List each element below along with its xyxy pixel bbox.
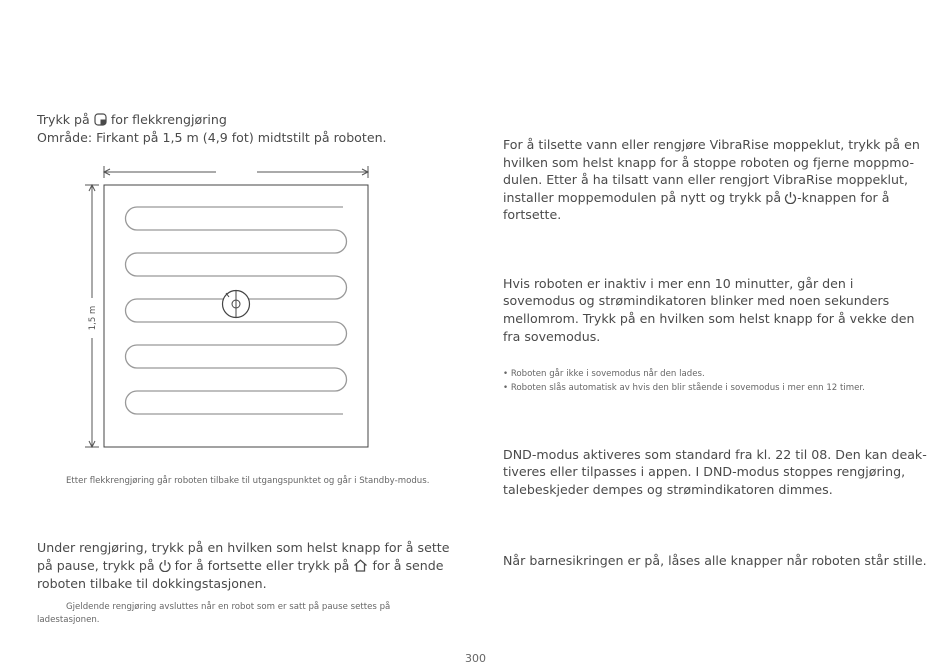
sleep-bullet-2: • Roboten slås automatisk av hvis den blir stående i sovemodus i mer enn 12 timer. [503, 383, 865, 393]
sleep-line-1: Hvis roboten er inaktiv i mer enn 10 minutter, går den i [503, 276, 854, 291]
side-length-label: 1,5 m [88, 305, 98, 331]
pause-text-a: på pause, trykk på [37, 558, 155, 573]
pause-line-1: Under rengjøring, trykk på en hvilken som helst knapp for å sette [37, 540, 450, 555]
pause-text-c: for å sende [372, 558, 444, 573]
child-lock-text: Når barnesikringen er på, låses alle knapper når roboten står stille. [503, 553, 927, 568]
spot-area-text: Område: Firkant på 1,5 m (4,9 fot) midtstilt på roboten. [37, 130, 387, 145]
mop-line-3: dulen. Etter å ha tilsatt vann eller rengjort VibraRise moppeklut, [503, 172, 908, 187]
diagram-caption: Etter flekkrengjøring går roboten tilbake til utgangspunktet og går i Standby-modus. [66, 476, 430, 486]
robot-icon [223, 291, 250, 318]
mop-line-5: fortsette. [503, 207, 562, 222]
mop-text-b: -knappen for å [797, 190, 890, 205]
dnd-line-2: tiveres eller tilpasses i appen. I DND-modus stoppes rengjøring, [503, 464, 906, 479]
sleep-line-2: sovemodus og strømindikatoren blinker med noen sekunders [503, 293, 890, 308]
home-icon [353, 559, 368, 572]
power-icon [784, 191, 797, 204]
sleep-bullet-1-text: Roboten går ikke i sovemodus når den lades. [510, 369, 705, 379]
pause-line-3: roboten tilbake til dokkingstasjonen. [37, 576, 267, 591]
power-icon [159, 559, 171, 572]
dnd-line-1: DND-modus aktiveres som standard fra kl. 22 til 08. Den kan deak- [503, 447, 927, 462]
mop-line-2: hvilken som helst knapp for å stoppe roboten og fjerne moppmo- [503, 155, 915, 170]
mop-line-1: For å tilsette vann eller rengjøre VibraRise moppeklut, trykk på en [503, 137, 920, 152]
mop-text-a: installer moppemodulen på nytt og trykk på [503, 190, 782, 205]
pause-text-b: for å fortsette eller trykk på [174, 558, 350, 573]
spot-text-after: for flekkrengjøring [110, 112, 227, 127]
spot-line-1 [37, 111, 227, 129]
width-dimension-line [104, 166, 368, 178]
sleep-line-3: mellomrom. Trykk på en hvilken som helst knapp for å vekke den [503, 311, 915, 326]
pause-line-2 [37, 557, 444, 575]
spot-clean-icon [94, 113, 107, 126]
dnd-line-3: talebeskjeder dempes og strømindikatoren dimmes. [503, 482, 833, 497]
sleep-bullet-2-text: Roboten slås automatisk av hvis den blir stående i sovemodus i mer enn 12 timer. [510, 383, 865, 393]
pause-note: Gjeldende rengjøring avsluttes når en robot som er satt på pause settes på ladestasjonen. [37, 602, 391, 625]
sleep-bullet-1: • Roboten går ikke i sovemodus når den lades. [503, 369, 705, 379]
sleep-line-4: fra sovemodus. [503, 329, 601, 344]
mop-line-4 [503, 189, 889, 207]
spot-text-before: Trykk på [37, 112, 90, 127]
spot-clean-diagram [80, 160, 380, 460]
page-number: 300 [465, 652, 486, 665]
